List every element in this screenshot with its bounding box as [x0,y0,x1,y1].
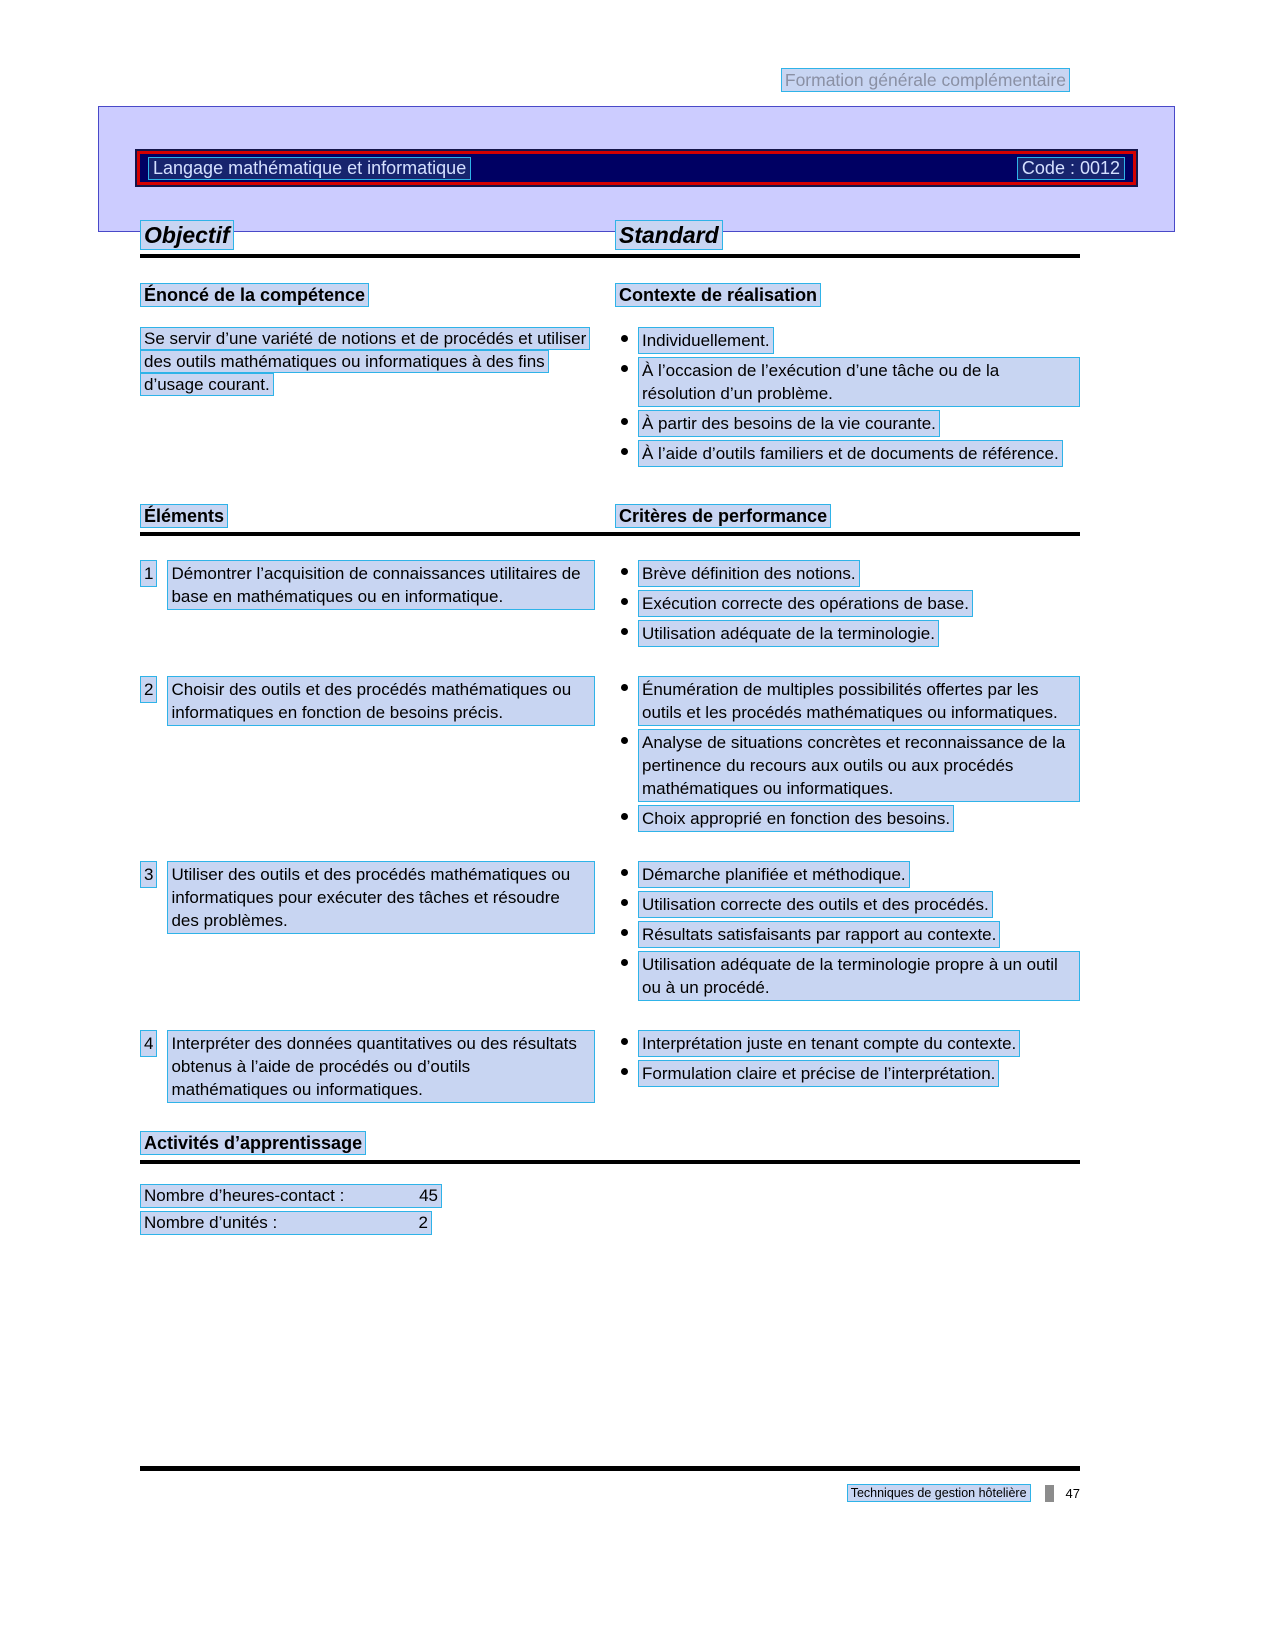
bullet-icon [621,929,628,936]
activities-section-heading: Activités d’apprentissage [140,1133,1080,1164]
bullet-icon [621,598,628,605]
criteria-list [615,861,1080,1004]
page-content [140,222,1080,1235]
competence-section [140,284,1080,470]
elements-heading: Éléments [140,506,615,527]
bullet-icon [621,568,628,575]
list-item: Utilisation adéquate de la terminologie propre à un outil ou à un procédé. [615,951,1080,1001]
bullet-icon [621,959,628,966]
page-footer [140,1484,1080,1502]
criteria-list [615,1030,1080,1103]
units-line [140,1211,1080,1235]
element-text-cell [140,1030,615,1103]
list-item: À l’aide d’outils familiers et de documents de référence. [615,440,1080,467]
footer-divider [1045,1485,1054,1502]
course-code: Code : 0012 [1017,157,1125,180]
criteria-list [615,676,1080,835]
element-text-cell [140,676,615,835]
element-number: 2 [140,676,157,703]
list-item: Analyse de situations concrètes et reconnaissance de la pertinence du recours aux outils ou aux procédés mathématiques ou informatiques. [615,729,1080,802]
course-title-bar [137,151,1136,185]
bullet-icon [621,628,628,635]
context-heading: Contexte de réalisation [615,284,1080,307]
bullet-icon [621,448,628,455]
list-item: À l’occasion de l’exécution d’une tâche ou de la résolution d’un problème. [615,357,1080,407]
element-text: Utiliser des outils et des procédés mathématiques ou informatiques pour exécuter des tâches et résoudre des problèmes. [167,861,595,934]
bullet-icon [621,813,628,820]
list-item: Utilisation adéquate de la terminologie. [615,620,1080,647]
criteria-list [615,560,1080,650]
units-label: Nombre d’unités : [144,1213,278,1232]
bullet-icon [621,869,628,876]
standard-heading: Standard [615,222,1080,249]
bullet-icon [621,365,628,372]
hours-contact-line [140,1184,1080,1208]
context-right-col [615,284,1080,470]
page-header-label: Formation générale complémentaire [781,68,1070,92]
list-item: Brève définition des notions. [615,560,1080,587]
footer-rule [140,1466,1080,1471]
element-row [140,1030,1080,1103]
list-item: Exécution correcte des opérations de base. [615,590,1080,617]
element-number: 4 [140,1030,157,1057]
list-item: Énumération de multiples possibilités offertes par les outils et les procédés mathématiques ou informatiques. [615,676,1080,726]
list-item: Individuellement. [615,327,1080,354]
element-text: Démontrer l’acquisition de connaissances utilitaires de base en mathématiques ou en informatique. [167,560,595,610]
criteria-heading: Critères de performance [615,506,1080,527]
element-number: 3 [140,861,157,888]
competence-left-col [140,284,615,470]
hours-contact-label: Nombre d’heures-contact : [144,1186,345,1205]
bullet-icon [621,1038,628,1045]
element-row [140,861,1080,1004]
units-value: 2 [418,1213,428,1232]
context-bullet-list [615,327,1080,467]
element-text-cell [140,560,615,650]
bullet-icon [621,684,628,691]
elements-column-headings [140,506,1080,536]
footer-page-number: 47 [1065,1485,1080,1501]
footer-program-name: Techniques de gestion hôtelière [847,1484,1031,1502]
hours-contact-field [140,1184,442,1208]
page-header [0,70,1070,91]
element-row [140,676,1080,835]
bullet-icon [621,1068,628,1075]
bullet-icon [621,737,628,744]
objectif-heading: Objectif [140,222,615,249]
list-item: Démarche planifiée et méthodique. [615,861,1080,888]
element-text-cell [140,861,615,1004]
element-text: Choisir des outils et des procédés mathématiques ou informatiques en fonction de besoins précis. [167,676,595,726]
list-item: Choix approprié en fonction des besoins. [615,805,1080,832]
competence-heading: Énoncé de la compétence [140,284,615,307]
course-header-box [98,106,1175,232]
course-title: Langage mathématique et informatique [148,157,471,180]
hours-contact-value: 45 [419,1186,438,1205]
element-number: 1 [140,560,157,587]
list-item: Utilisation correcte des outils et des procédés. [615,891,1080,918]
element-row [140,560,1080,650]
bullet-icon [621,418,628,425]
element-text: Interpréter des données quantitatives ou des résultats obtenus à l’aide de procédés ou d’outils mathématiques ou informatiques. [167,1030,595,1103]
bullet-icon [621,335,628,342]
competence-statement: Se servir d’une variété de notions et de procédés et utiliser des outils mathématiques ou informatiques à des fins d’usage courant. [140,327,597,396]
main-column-headings [140,222,1080,258]
list-item: Formulation claire et précise de l’interprétation. [615,1060,1080,1087]
list-item: Résultats satisfaisants par rapport au contexte. [615,921,1080,948]
units-field [140,1211,432,1235]
list-item: À partir des besoins de la vie courante. [615,410,1080,437]
list-item: Interprétation juste en tenant compte du contexte. [615,1030,1080,1057]
bullet-icon [621,899,628,906]
